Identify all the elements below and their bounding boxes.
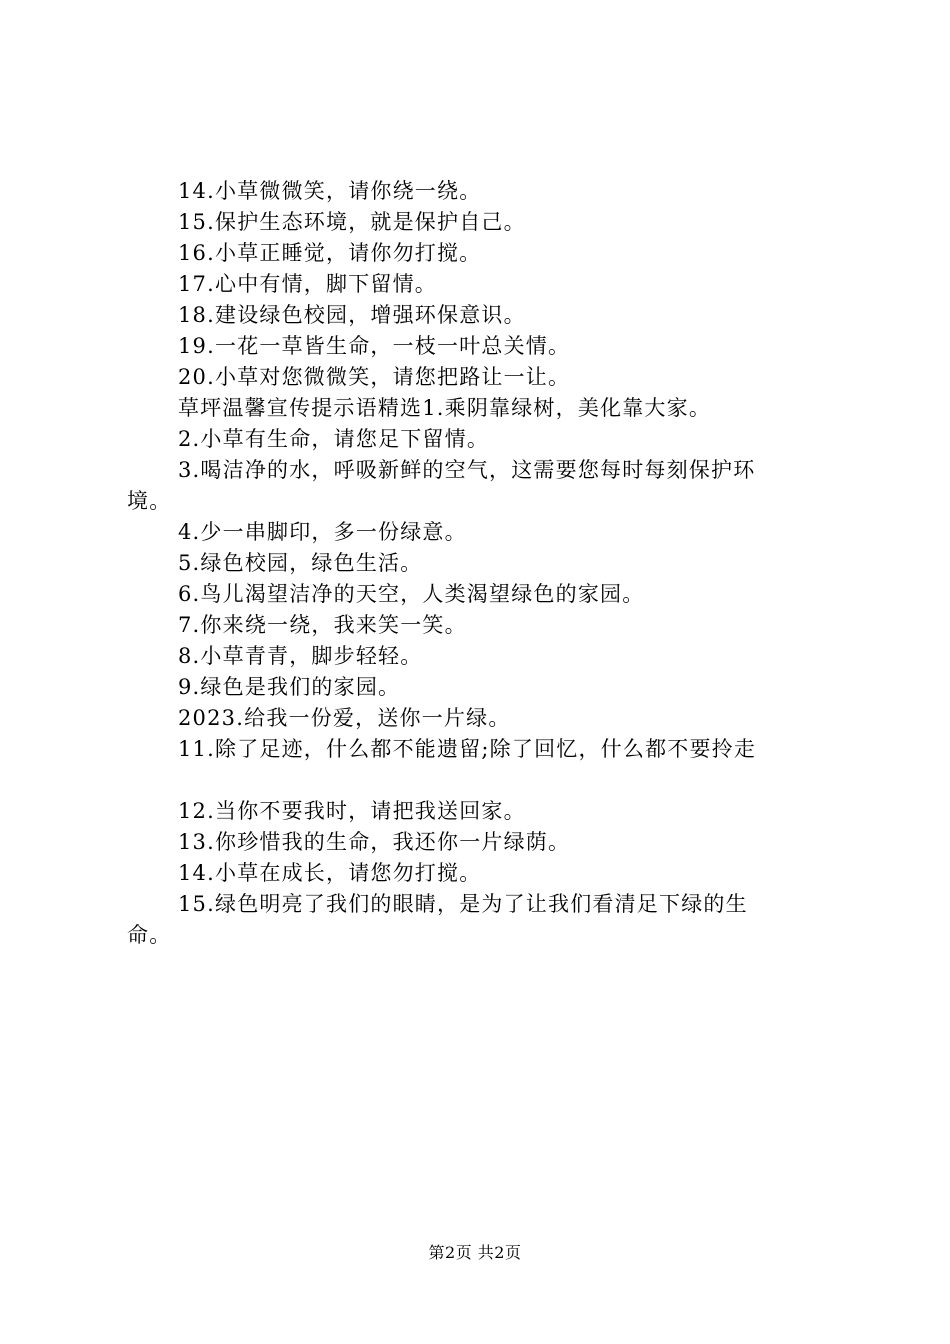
text-line: 4.少一串脚印，多一份绿意。: [178, 520, 467, 544]
document-body: [127, 176, 835, 951]
text-line: 5.绿色校园，绿色生活。: [178, 551, 423, 575]
text-line: 2.小草有生命，请您足下留情。: [178, 427, 490, 451]
text-line: 13.你珍惜我的生命，我还你一片绿荫。: [178, 830, 571, 854]
text-line: 3.喝洁净的水，呼吸新鲜的空气，这需要您每时每刻保护环: [178, 458, 756, 482]
text-line: 12.当你不要我时，请把我送回家。: [178, 799, 526, 823]
text-line: 8.小草青青，脚步轻轻。: [178, 644, 423, 668]
section-heading-line: 草坪温馨宣传提示语精选1.乘阴靠绿树，美化靠大家。: [178, 396, 712, 420]
text-line: 14.小草在成长，请您勿打搅。: [178, 861, 482, 885]
text-line: 6.鸟儿渴望洁净的天空，人类渴望绿色的家园。: [178, 582, 645, 606]
text-line-continuation: 境。: [127, 489, 172, 513]
text-line-continuation: 命。: [127, 923, 172, 947]
text-line: 15.保护生态环境，就是保护自己。: [178, 210, 526, 234]
text-line: 20.小草对您微微笑，请您把路让一让。: [178, 365, 571, 389]
text-line: 14.小草微微笑，请你绕一绕。: [178, 179, 482, 203]
text-line: 11.除了足迹，什么都不能遗留;除了回忆，什么都不要拎走: [178, 737, 757, 761]
text-line: 19.一花一草皆生命，一枝一叶总关情。: [178, 334, 571, 358]
text-line: 16.小草正睡觉，请你勿打搅。: [178, 241, 482, 265]
page-footer: 第2页 共2页: [428, 1243, 522, 1262]
blank-line: [127, 765, 835, 796]
text-line: 7.你来绕一绕，我来笑一笑。: [178, 613, 467, 637]
text-line: 17.心中有情，脚下留情。: [178, 272, 437, 296]
text-line: 9.绿色是我们的家园。: [178, 675, 401, 699]
text-line: 18.建设绿色校园，增强环保意识。: [178, 303, 526, 327]
text-line: 2023.给我一份爱，送你一片绿。: [178, 706, 511, 730]
text-line: 15.绿色明亮了我们的眼睛，是为了让我们看清足下绿的生: [178, 892, 748, 916]
